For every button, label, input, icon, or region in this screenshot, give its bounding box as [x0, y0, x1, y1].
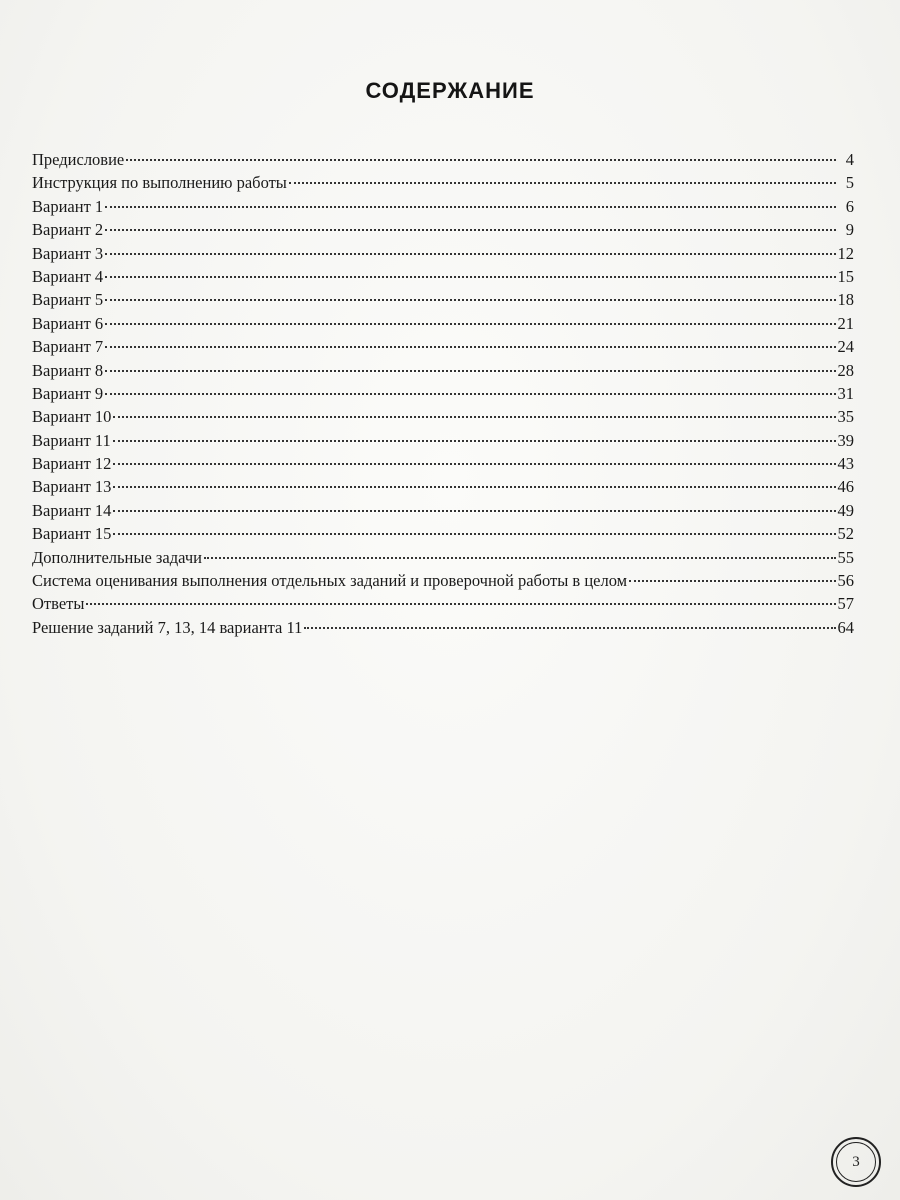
- toc-entry-label: Дополнительные задачи: [32, 547, 202, 567]
- toc-entry-page: 52: [837, 524, 854, 544]
- toc-leader-dots: [105, 392, 835, 395]
- toc-leader-dots: [105, 298, 835, 301]
- page-number-badge: [831, 1137, 881, 1187]
- toc-leader-dots: [204, 556, 836, 559]
- toc-entry-page: 31: [837, 383, 854, 403]
- toc-entry-3: [32, 218, 854, 241]
- toc-leader-dots: [105, 252, 835, 255]
- toc-entry-label: Вариант 14: [32, 500, 112, 520]
- toc-entry-page: 43: [837, 454, 854, 474]
- toc-entry-label: Ответы: [32, 594, 85, 614]
- toc-entry-9: [32, 359, 854, 382]
- toc-entry-label: Вариант 3: [32, 243, 104, 263]
- toc-leader-dots: [86, 602, 835, 605]
- toc-leader-dots: [289, 181, 836, 184]
- toc-entry-label: Вариант 9: [32, 383, 104, 403]
- toc-leader-dots: [105, 228, 836, 231]
- toc-entry-6: [32, 288, 854, 311]
- toc-entry-10: [32, 382, 854, 405]
- toc-entry-14: [32, 475, 854, 498]
- toc-entry-label: Решение заданий 7, 13, 14 варианта 11: [32, 617, 303, 637]
- toc-entry-label: Инструкция по выполнению работы: [32, 173, 287, 193]
- toc-leader-dots: [105, 345, 835, 348]
- toc-entry-7: [32, 312, 854, 335]
- toc-entry-18: [32, 569, 854, 592]
- toc-leader-dots: [113, 485, 835, 488]
- toc-leader-dots: [113, 532, 835, 535]
- page-number: 3: [836, 1142, 876, 1182]
- toc-entry-label: Вариант 2: [32, 220, 104, 240]
- toc-entry-label: Вариант 5: [32, 290, 104, 310]
- toc-entry-page: 56: [837, 571, 854, 591]
- toc-entry-12: [32, 429, 854, 452]
- toc-entry-19: [32, 592, 854, 615]
- toc-entry-13: [32, 452, 854, 475]
- toc-entry-label: Вариант 4: [32, 266, 104, 286]
- toc-entry-page: 55: [837, 547, 854, 567]
- toc-entry-page: 39: [837, 430, 854, 450]
- toc-entry-label: Вариант 10: [32, 407, 112, 427]
- toc-entry-15: [32, 499, 854, 522]
- toc-entry-1: [32, 171, 854, 194]
- toc-entry-8: [32, 335, 854, 358]
- page-title: СОДЕРЖАНИЕ: [365, 78, 535, 103]
- toc-entry-page: 49: [837, 500, 854, 520]
- toc-entry-16: [32, 522, 854, 545]
- toc-entry-label: Вариант 6: [32, 313, 104, 333]
- toc-leader-dots: [113, 439, 836, 442]
- toc-entry-page: 5: [845, 173, 854, 193]
- toc-entry-4: [32, 242, 854, 265]
- toc-entry-label: Вариант 15: [32, 524, 112, 544]
- toc-entry-page: 46: [837, 477, 854, 497]
- toc-entry-page: 57: [837, 594, 854, 614]
- toc-entry-20: [32, 616, 854, 639]
- toc-entry-label: Вариант 1: [32, 196, 104, 216]
- toc-entry-17: [32, 546, 854, 569]
- toc-entry-page: 15: [837, 266, 854, 286]
- toc-leader-dots: [105, 369, 835, 372]
- toc-entry-page: 6: [845, 196, 854, 216]
- toc-leader-dots: [126, 158, 836, 161]
- toc-entry-page: 24: [837, 337, 854, 357]
- toc-leader-dots: [105, 275, 835, 278]
- toc-leader-dots: [105, 205, 836, 208]
- toc-entry-page: 35: [837, 407, 854, 427]
- toc-entry-label: Вариант 11: [32, 430, 111, 450]
- toc-entry-0: [32, 148, 854, 171]
- toc-entry-label: Вариант 8: [32, 360, 104, 380]
- toc-entry-label: Вариант 12: [32, 454, 112, 474]
- toc-leader-dots: [113, 509, 835, 512]
- toc-entry-page: 9: [845, 220, 854, 240]
- toc-leader-dots: [629, 579, 835, 582]
- toc-entry-label: Система оценивания выполнения отдельных заданий и проверочной работы в целом: [32, 571, 628, 591]
- toc-leader-dots: [304, 626, 835, 629]
- toc-entry-label: Вариант 7: [32, 337, 104, 357]
- toc-entry-page: 64: [837, 617, 854, 637]
- toc-entry-label: Вариант 13: [32, 477, 112, 497]
- toc-leader-dots: [113, 415, 835, 418]
- toc-entry-2: [32, 195, 854, 218]
- toc-entry-page: 4: [845, 150, 854, 169]
- toc-entry-page: 12: [837, 243, 854, 263]
- toc-leader-dots: [105, 322, 835, 325]
- toc-entry-label: Предисловие: [32, 150, 125, 169]
- toc-leader-dots: [113, 462, 835, 465]
- toc-entry-11: [32, 405, 854, 428]
- toc-entry-5: [32, 265, 854, 288]
- table-of-contents: [32, 148, 854, 639]
- toc-entry-page: 21: [837, 313, 854, 333]
- toc-entry-page: 28: [837, 360, 854, 380]
- toc-entry-page: 18: [837, 290, 854, 310]
